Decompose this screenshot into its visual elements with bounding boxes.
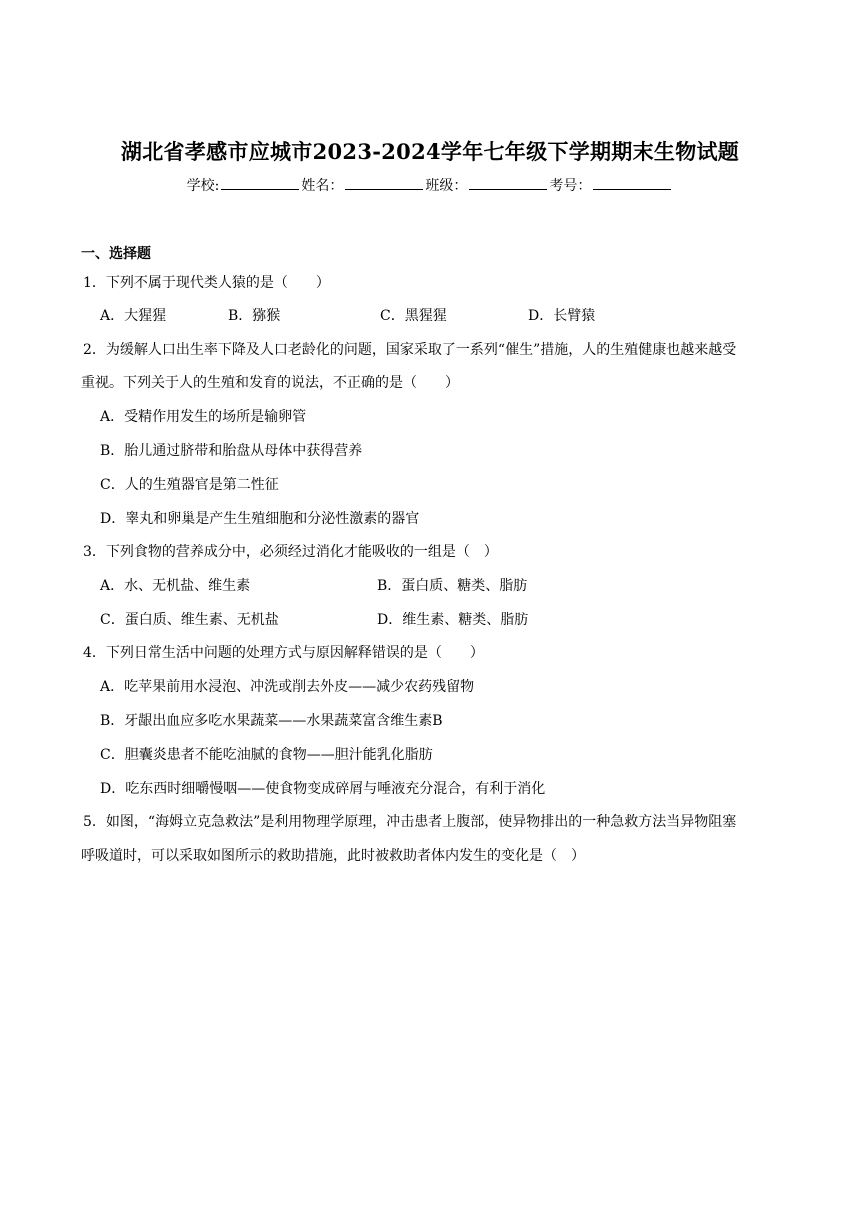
q1-option-c: C．黑猩猩 [380, 308, 447, 324]
q3-option-b: B．蛋白质、糖类、脂肪 [377, 578, 528, 594]
q1-option-a: A．大猩猩 [100, 308, 167, 324]
class-label: 班级： [425, 178, 468, 194]
school-blank[interactable] [221, 175, 299, 190]
q2-option-c: C．人的生殖器官是第二性征 [100, 477, 279, 493]
q3-option-a: A．水、无机盐、维生素 [100, 578, 251, 594]
number-blank[interactable] [593, 175, 671, 190]
q2-option-d: D．睾丸和卵巢是产生生殖细胞和分泌性激素的器官 [100, 511, 420, 527]
student-info-row [0, 175, 860, 195]
school-label: 学校: [186, 178, 220, 194]
q4-option-c: C．胆囊炎患者不能吃油腻的食物——胆汁能乳化脂肪 [100, 747, 433, 763]
class-blank[interactable] [469, 175, 547, 190]
q3-option-d: D．维生素、糖类、脂肪 [377, 612, 529, 628]
q1-option-b: B．猕猴 [228, 308, 281, 324]
q1-option-d: D．长臂猿 [528, 308, 596, 324]
question-2-line-2: 重视。下列关于人的生殖和发育的说法，不正确的是（ ） [81, 375, 459, 391]
q4-option-a: A．吃苹果前用水浸泡、冲洗或削去外皮——减少农药残留物 [100, 679, 475, 695]
question-5-line-2: 呼吸道时，可以采取如图所示的救助措施，此时被救助者体内发生的变化是（ ） [81, 848, 585, 864]
q4-option-b: B．牙龈出血应多吃水果蔬菜——水果蔬菜富含维生素B [100, 713, 443, 729]
question-3: 3．下列食物的营养成分中，必须经过消化才能吸收的一组是（ ） [83, 544, 498, 560]
name-blank[interactable] [345, 175, 423, 190]
number-label: 考号： [549, 178, 592, 194]
question-2-line-1: 2．为缓解人口出生率下降及人口老龄化的问题，国家采取了一系列“催生”措施，人的生殖健康也越来越受 [83, 342, 737, 358]
q4-option-d: D．吃东西时细嚼慢咽——使食物变成碎屑与唾液充分混合，有利于消化 [100, 781, 546, 797]
q2-option-b: B．胎儿通过脐带和胎盘从母体中获得营养 [100, 443, 363, 459]
question-1: 1．下列不属于现代类人猿的是（ ） [83, 275, 330, 291]
question-5-line-1: 5．如图，“海姆立克急救法”是利用物理学原理，冲击患者上腹部，使异物排出的一种急救方法当异物阻塞 [83, 814, 737, 830]
q2-option-a: A．受精作用发生的场所是输卵管 [100, 409, 307, 425]
section-title: 一、选择题 [81, 246, 151, 262]
page-title: 湖北省孝感市应城市2023-2024学年七年级下学期期末生物试题 [120, 139, 740, 164]
q3-option-c: C．蛋白质、维生素、无机盐 [100, 612, 279, 628]
name-label: 姓名： [301, 178, 344, 194]
question-4: 4．下列日常生活中问题的处理方式与原因解释错误的是（ ） [83, 645, 484, 661]
